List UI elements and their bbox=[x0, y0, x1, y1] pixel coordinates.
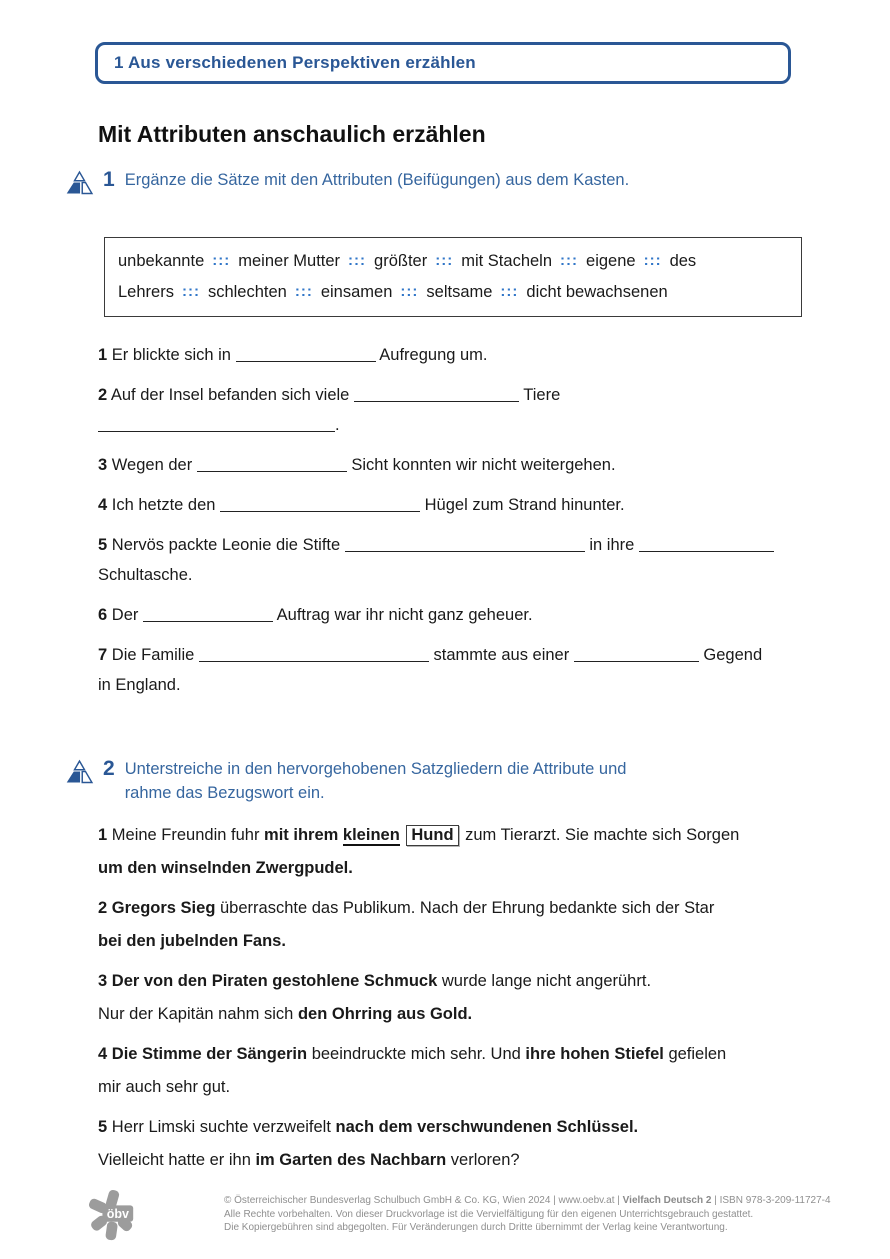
sentence-text: Die Familie bbox=[111, 646, 195, 664]
instruction-line: rahme das Bezugswort ein. bbox=[124, 784, 325, 802]
blank-field[interactable] bbox=[197, 455, 347, 472]
sentence-text: stammte aus einer bbox=[433, 646, 570, 664]
word-item: einsamen bbox=[320, 283, 393, 301]
item-text-bold: Der von den Piraten gestohlene Schmuck bbox=[111, 972, 438, 990]
blank-field[interactable] bbox=[220, 495, 420, 512]
word-separator: ::: bbox=[500, 283, 519, 300]
item-text: Nur der Kapitän nahm sich bbox=[98, 1005, 294, 1023]
word-item: des Lehrers bbox=[118, 252, 697, 301]
sentence-6 bbox=[98, 600, 804, 630]
item-3 bbox=[98, 965, 854, 1031]
exercise1-number: 1 bbox=[103, 168, 115, 191]
sentence-text: in England. bbox=[98, 676, 181, 694]
blank-field[interactable] bbox=[354, 385, 519, 402]
word-separator: ::: bbox=[643, 252, 662, 269]
oebv-logo bbox=[88, 1188, 138, 1244]
sentence-number: 3 bbox=[98, 456, 108, 474]
item-number: 2 bbox=[98, 899, 108, 917]
exercise2-instruction bbox=[125, 757, 627, 805]
blank-field[interactable] bbox=[639, 535, 774, 552]
item-5 bbox=[98, 1111, 854, 1177]
sentence-text: Sicht konnten wir nicht weitergehen. bbox=[351, 456, 616, 474]
item-number: 5 bbox=[98, 1118, 108, 1136]
sentence-1 bbox=[98, 340, 804, 370]
sentence-text: in ihre bbox=[589, 536, 635, 554]
word-separator: ::: bbox=[435, 252, 454, 269]
sentence-text: Auf der Insel befanden sich viele bbox=[110, 386, 350, 404]
sentence-text: Ich hetzte den bbox=[111, 496, 216, 514]
item-text-bold: Gregors Sieg bbox=[111, 899, 216, 917]
word-item: schlechten bbox=[207, 283, 287, 301]
sentence-number: 7 bbox=[98, 646, 108, 664]
imprint-line-2: Alle Rechte vorbehalten. Von dieser Druckvorlage ist die Vervielfältigung für den eigenen Unterrichtsgebrauch gestattet. bbox=[224, 1208, 754, 1220]
item-text-bold: im Garten des Nachbarn bbox=[255, 1151, 447, 1169]
item-text-bold: um den winselnden Zwergpudel. bbox=[98, 859, 353, 877]
sentence-text: Auftrag war ihr nicht ganz geheuer. bbox=[276, 606, 533, 624]
item-text: verloren? bbox=[450, 1151, 520, 1169]
imprint-line-3: Die Kopiergebühren sind abgegolten. Für Veränderungen durch Dritte übernimmt der Verlag keine Verantwortung. bbox=[224, 1222, 728, 1233]
svg-text:öbv: öbv bbox=[106, 1206, 129, 1221]
page-footer bbox=[88, 1188, 831, 1244]
item-1 bbox=[98, 819, 854, 885]
word-separator: ::: bbox=[212, 252, 231, 269]
item-number: 4 bbox=[98, 1045, 108, 1063]
blank-field[interactable] bbox=[345, 535, 585, 552]
exercise1-instruction: Ergänze die Sätze mit den Attributen (Beifügungen) aus dem Kasten. bbox=[124, 171, 630, 189]
item-number: 1 bbox=[98, 826, 108, 844]
sentence-text: Schultasche. bbox=[98, 566, 193, 584]
item-text-bold: den Ohrring aus Gold. bbox=[297, 1005, 473, 1023]
blank-field[interactable] bbox=[574, 645, 699, 662]
sentence-text: Nervös packte Leonie die Stifte bbox=[111, 536, 341, 554]
sentence-text: Er blickte sich in bbox=[111, 346, 231, 364]
item-text: Vielleicht hatte er ihn bbox=[98, 1151, 251, 1169]
word-separator: ::: bbox=[181, 283, 200, 300]
item-text-boxed: Hund bbox=[406, 825, 458, 846]
sentence-text: Hügel zum Strand hinunter. bbox=[424, 496, 625, 514]
sentence-number: 2 bbox=[98, 386, 108, 404]
sentence-text: Gegend bbox=[703, 646, 763, 664]
sentence-2 bbox=[98, 380, 804, 440]
exercise2-header bbox=[64, 757, 804, 805]
page-title: Mit Attributen anschaulich erzählen bbox=[98, 121, 486, 147]
word-item: eigene bbox=[586, 252, 636, 270]
sentence-text: Wegen der bbox=[111, 456, 193, 474]
word-separator: ::: bbox=[348, 252, 367, 269]
sentence-text: Der bbox=[111, 606, 139, 624]
item-text: wurde lange nicht angerührt. bbox=[441, 972, 652, 990]
item-4 bbox=[98, 1038, 854, 1104]
sentence-4 bbox=[98, 490, 804, 520]
exercise2-number: 2 bbox=[103, 757, 115, 780]
item-text: Herr Limski suchte verzweifelt bbox=[111, 1118, 331, 1136]
word-item: meiner Mutter bbox=[238, 252, 341, 270]
item-text-bold: mit ihrem bbox=[264, 826, 339, 844]
sentence-text: . bbox=[335, 416, 340, 434]
difficulty-pyramid-icon bbox=[64, 170, 95, 196]
word-separator: ::: bbox=[400, 283, 419, 300]
item-text: Meine Freundin fuhr bbox=[111, 826, 260, 844]
item-text-underlined: kleinen bbox=[342, 826, 400, 844]
instruction-line: Unterstreiche in den hervorgehobenen Satzgliedern die Attribute und bbox=[124, 760, 627, 778]
word-separator: ::: bbox=[294, 283, 313, 300]
word-separator: ::: bbox=[560, 252, 579, 269]
sentence-text: Aufregung um. bbox=[379, 346, 488, 364]
word-item: unbekannte bbox=[118, 252, 205, 270]
item-2 bbox=[98, 892, 854, 958]
item-text: überraschte das Publikum. Nach der Ehrung bedankte sich der Star bbox=[220, 899, 715, 917]
blank-field[interactable] bbox=[98, 415, 335, 432]
blank-field[interactable] bbox=[143, 605, 273, 622]
blank-field[interactable] bbox=[236, 345, 376, 362]
exercise2-items bbox=[98, 819, 854, 1184]
sentence-number: 6 bbox=[98, 606, 108, 624]
item-text-bold: Die Stimme der Sängerin bbox=[111, 1045, 308, 1063]
sentence-3 bbox=[98, 450, 804, 480]
imprint-text bbox=[224, 1194, 831, 1235]
item-text-bold: bei den jubelnden Fans. bbox=[98, 932, 286, 950]
sentence-5 bbox=[98, 530, 804, 590]
chapter-header-box bbox=[95, 42, 791, 84]
sentence-text: Tiere bbox=[523, 386, 561, 404]
difficulty-pyramid-icon bbox=[64, 759, 95, 785]
item-text: mir auch sehr gut. bbox=[98, 1078, 231, 1096]
exercise1-header bbox=[64, 168, 804, 196]
word-item: größter bbox=[374, 252, 428, 270]
item-text: gefielen bbox=[668, 1045, 727, 1063]
word-item: dicht bewachsenen bbox=[526, 283, 668, 301]
sentence-7 bbox=[98, 640, 804, 700]
exercise1-sentences bbox=[98, 340, 804, 710]
sentence-number: 5 bbox=[98, 536, 108, 554]
word-item: seltsame bbox=[426, 283, 493, 301]
item-text: beeindruckte mich sehr. Und bbox=[311, 1045, 521, 1063]
imprint-line-1: © Österreichischer Bundesverlag Schulbuch GmbH & Co. KG, Wien 2024 | www.oebv.at | Vielfach Deutsch 2 | ISBN 978-3-209-11727-4 bbox=[224, 1195, 831, 1206]
sentence-number: 1 bbox=[98, 346, 108, 364]
sentence-number: 4 bbox=[98, 496, 108, 514]
item-number: 3 bbox=[98, 972, 108, 990]
word-item: mit Stacheln bbox=[461, 252, 553, 270]
item-text-bold: ihre hohen Stiefel bbox=[525, 1045, 664, 1063]
item-text: zum Tierarzt. Sie machte sich Sorgen bbox=[465, 826, 740, 844]
chapter-title: 1 Aus verschiedenen Perspektiven erzählen bbox=[114, 53, 476, 72]
word-bank-box bbox=[104, 237, 802, 317]
item-text-bold: nach dem verschwundenen Schlüssel. bbox=[335, 1118, 639, 1136]
blank-field[interactable] bbox=[199, 645, 429, 662]
